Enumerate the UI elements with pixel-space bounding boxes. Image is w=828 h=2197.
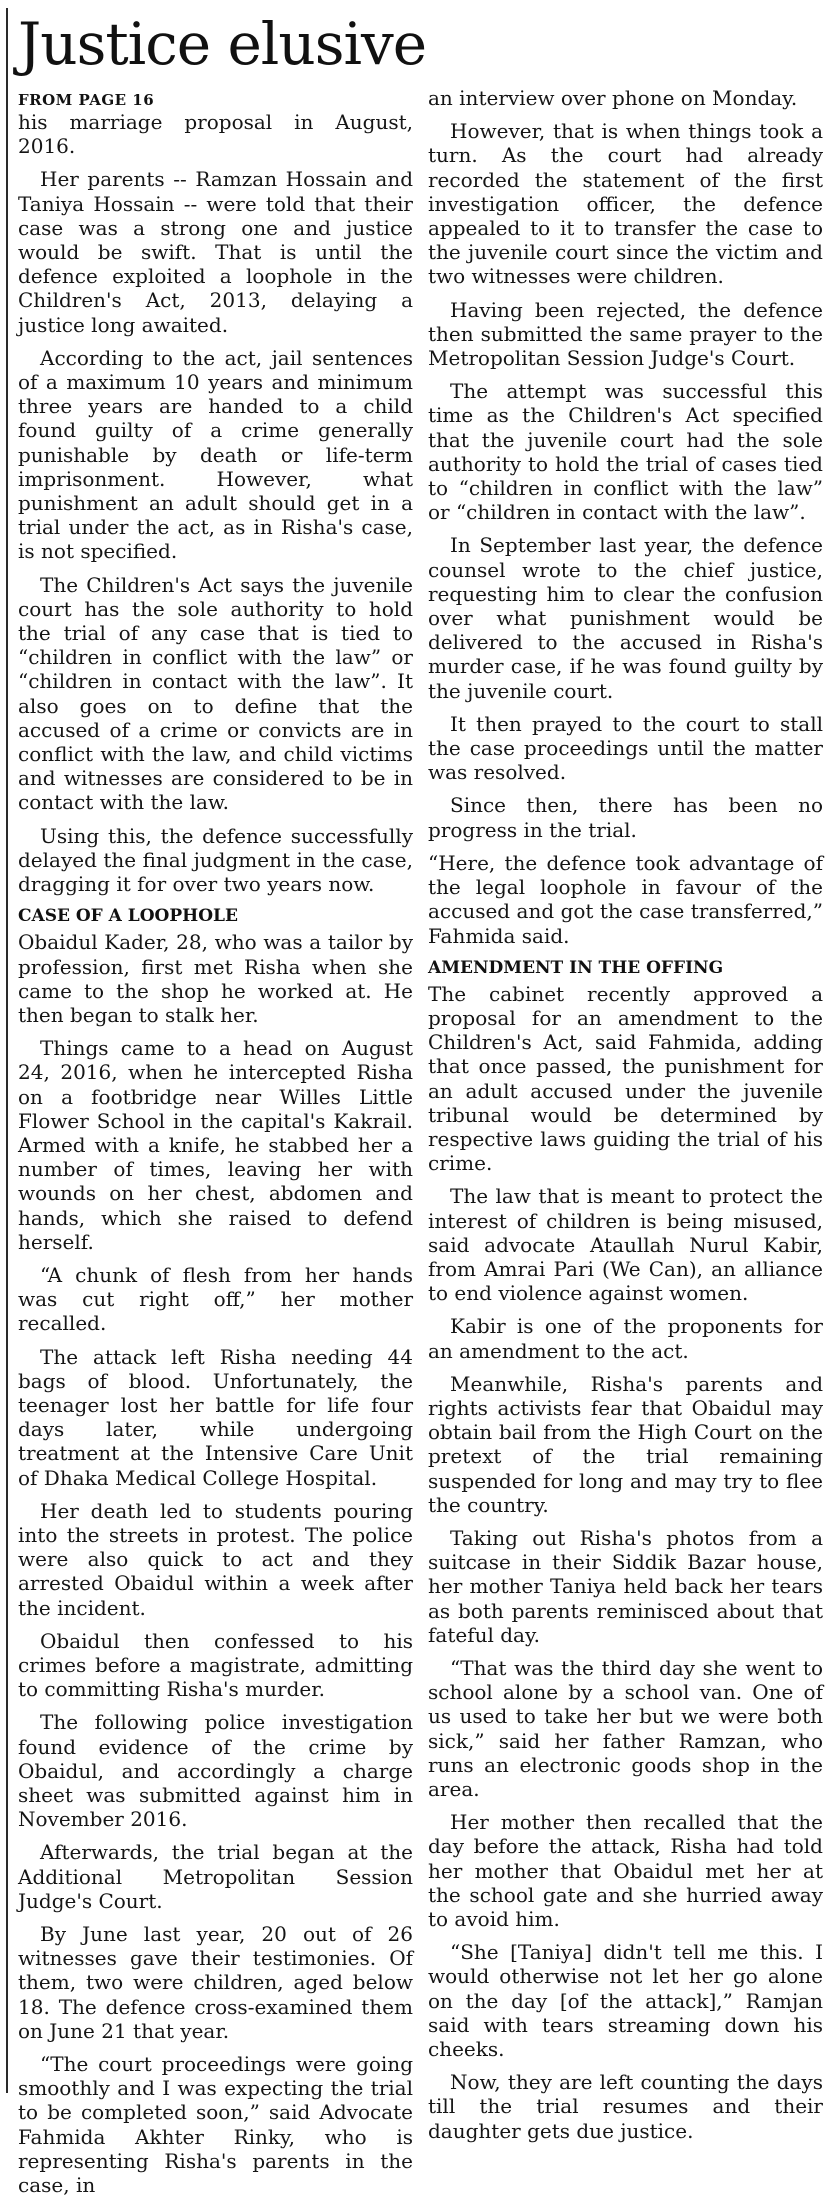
paragraph: Now, they are left counting the days till the trial resumes and their daughter gets due justice. [428, 2070, 823, 2143]
paragraph: It then prayed to the court to stall the case proceedings until the matter was resolved. [428, 711, 823, 785]
paragraph: The attack left Risha needing 44 bags of blood. Unfortunately, the teenager lost her battle for life four days later, while undergoing treatment at the Intensive Care Unit of Dhaka Medical College Hospital. [18, 1344, 413, 1490]
paragraph: Having been rejected, the defence then submitted the same prayer to the Metropolitan Session Judge's Court. [428, 297, 823, 371]
paragraph: an interview over phone on Monday. [428, 86, 798, 110]
paragraph: “A chunk of flesh from her hands was cut right off,” her mother recalled. [18, 1262, 413, 1336]
paragraph: The law that is meant to protect the interest of children is being misused, said advocate Ataullah Nurul Kabir, from Amrai Pari (We Can), an alliance to end violence against women. [428, 1184, 823, 1306]
column-rule [6, 8, 8, 2093]
paragraph: Her mother then recalled that the day before the attack, Risha had told her mother that Obaidul met her at the school gate and she hurried away to avoid him. [428, 1810, 823, 1932]
paragraph: According to the act, jail sentences of a maximum 10 years and minimum three years are handed to a child found guilty of a crime generally punishable by death or life-term imprisonment. However, what punishment an adult should get in a trial under the act, as in Risha's case, is not specified. [18, 345, 413, 564]
paragraph: Obaidul Kader, 28, who was a tailor by profession, first met Risha when she came to the shop he worked at. He then began to stalk her. [18, 930, 413, 1027]
paragraph: “That was the third day she went to school alone by a school van. One of us used to take her but we were both sick,” said her father Ramzan, who runs an electronic goods shop in the area. [428, 1655, 823, 1801]
paragraph: In September last year, the defence counsel wrote to the chief justice, requesting him to clear the confusion over what punishment would be delivered to the accused in Risha's murder case, if he was found guilty by the juvenile court. [428, 533, 823, 703]
paragraph: Taking out Risha's photos from a suitcase in their Siddik Bazar house, her mother Taniya held back her tears as both parents reminisced about that fateful day. [428, 1525, 823, 1647]
paragraph: The Children's Act says the juvenile court has the sole authority to hold the trial of any case that is tied to “children in conflict with the law” or “children in contact with the law”. It also goes on to define that the accused of a crime or convicts are in conflict with the law, and child victims and witnesses are considered to be in contact with the law. [18, 572, 413, 815]
paragraph: his marriage proposal in August, 2016. [18, 110, 413, 159]
headline: Justice elusive [18, 10, 427, 78]
paragraph: Her parents -- Ramzan Hossain and Taniya Hossain -- were told that their case was a strong one and justice would be swift. That is until the defence exploited a loophole in the Children's Act, 2013, delaying a justice long awaited. [18, 167, 413, 337]
article-column-right [428, 86, 823, 2143]
paragraph: Obaidul then confessed to his crimes before a magistrate, admitting to committing Risha's murder. [18, 1628, 413, 1702]
article-column-left [18, 90, 413, 2197]
paragraph: Her death led to students pouring into the streets in protest. The police were also quick to act and they arrested Obaidul within a week after the incident. [18, 1498, 413, 1620]
section-subhead: AMENDMENT IN THE OFFING [428, 957, 724, 978]
section-subhead: CASE OF A LOOPHOLE [18, 906, 238, 927]
paragraph: Kabir is one of the proponents for an amendment to the act. [428, 1314, 823, 1363]
paragraph: Using this, the defence successfully delayed the final judgment in the case, dragging it for over two years now. [18, 823, 413, 897]
paragraph: However, that is when things took a turn. As the court had already recorded the statement of the first investigation officer, the defence appealed to it to transfer the case to the juvenile court since the victim and two witnesses were children. [428, 119, 823, 289]
continuation-label: FROM PAGE 16 [18, 91, 155, 109]
paragraph: Since then, there has been no progress in the trial. [428, 793, 823, 842]
paragraph: Meanwhile, Risha's parents and rights activists fear that Obaidul may obtain bail from the High Court on the pretext of the trial remaining suspended for long and may try to flee the country. [428, 1371, 823, 1517]
paragraph: “She [Taniya] didn't tell me this. I would otherwise not let her go alone on the day [of the attack],” Ramjan said with tears streaming down his cheeks. [428, 1940, 823, 2062]
paragraph: The following police investigation found evidence of the crime by Obaidul, and accordingly a charge sheet was submitted against him in November 2016. [18, 1710, 413, 1832]
paragraph: The attempt was successful this time as the Children's Act specified that the juvenile court had the sole authority to hold the trial of cases tied to “children in conflict with the law” or “children in contact with the law”. [428, 379, 823, 525]
paragraph: “The court proceedings were going smoothly and I was expecting the trial to be completed soon,” said Advocate Fahmida Akhter Rinky, who is representing Risha's parents in the case, in [18, 2052, 413, 2197]
paragraph: Things came to a head on August 24, 2016, when he intercepted Risha on a footbridge near Willes Little Flower School in the capital's Kakrail. Armed with a knife, he stabbed her a number of times, leaving her with wounds on her chest, abdomen and hands, which she raised to defend herself. [18, 1036, 413, 1254]
paragraph: The cabinet recently approved a proposal for an amendment to the Children's Act, said Fahmida, adding that once passed, the punishment for an adult accused under the juvenile tribunal would be determined by respective laws guiding the trial of his crime. [428, 981, 823, 1176]
paragraph: By June last year, 20 out of 26 witnesses gave their testimonies. Of them, two were children, aged below 18. The defence cross-examined them on June 21 that year. [18, 1922, 413, 2043]
paragraph: “Here, the defence took advantage of the legal loophole in favour of the accused and got the case transferred,” Fahmida said. [428, 850, 823, 948]
paragraph: Afterwards, the trial began at the Additional Metropolitan Session Judge's Court. [18, 1840, 413, 1913]
